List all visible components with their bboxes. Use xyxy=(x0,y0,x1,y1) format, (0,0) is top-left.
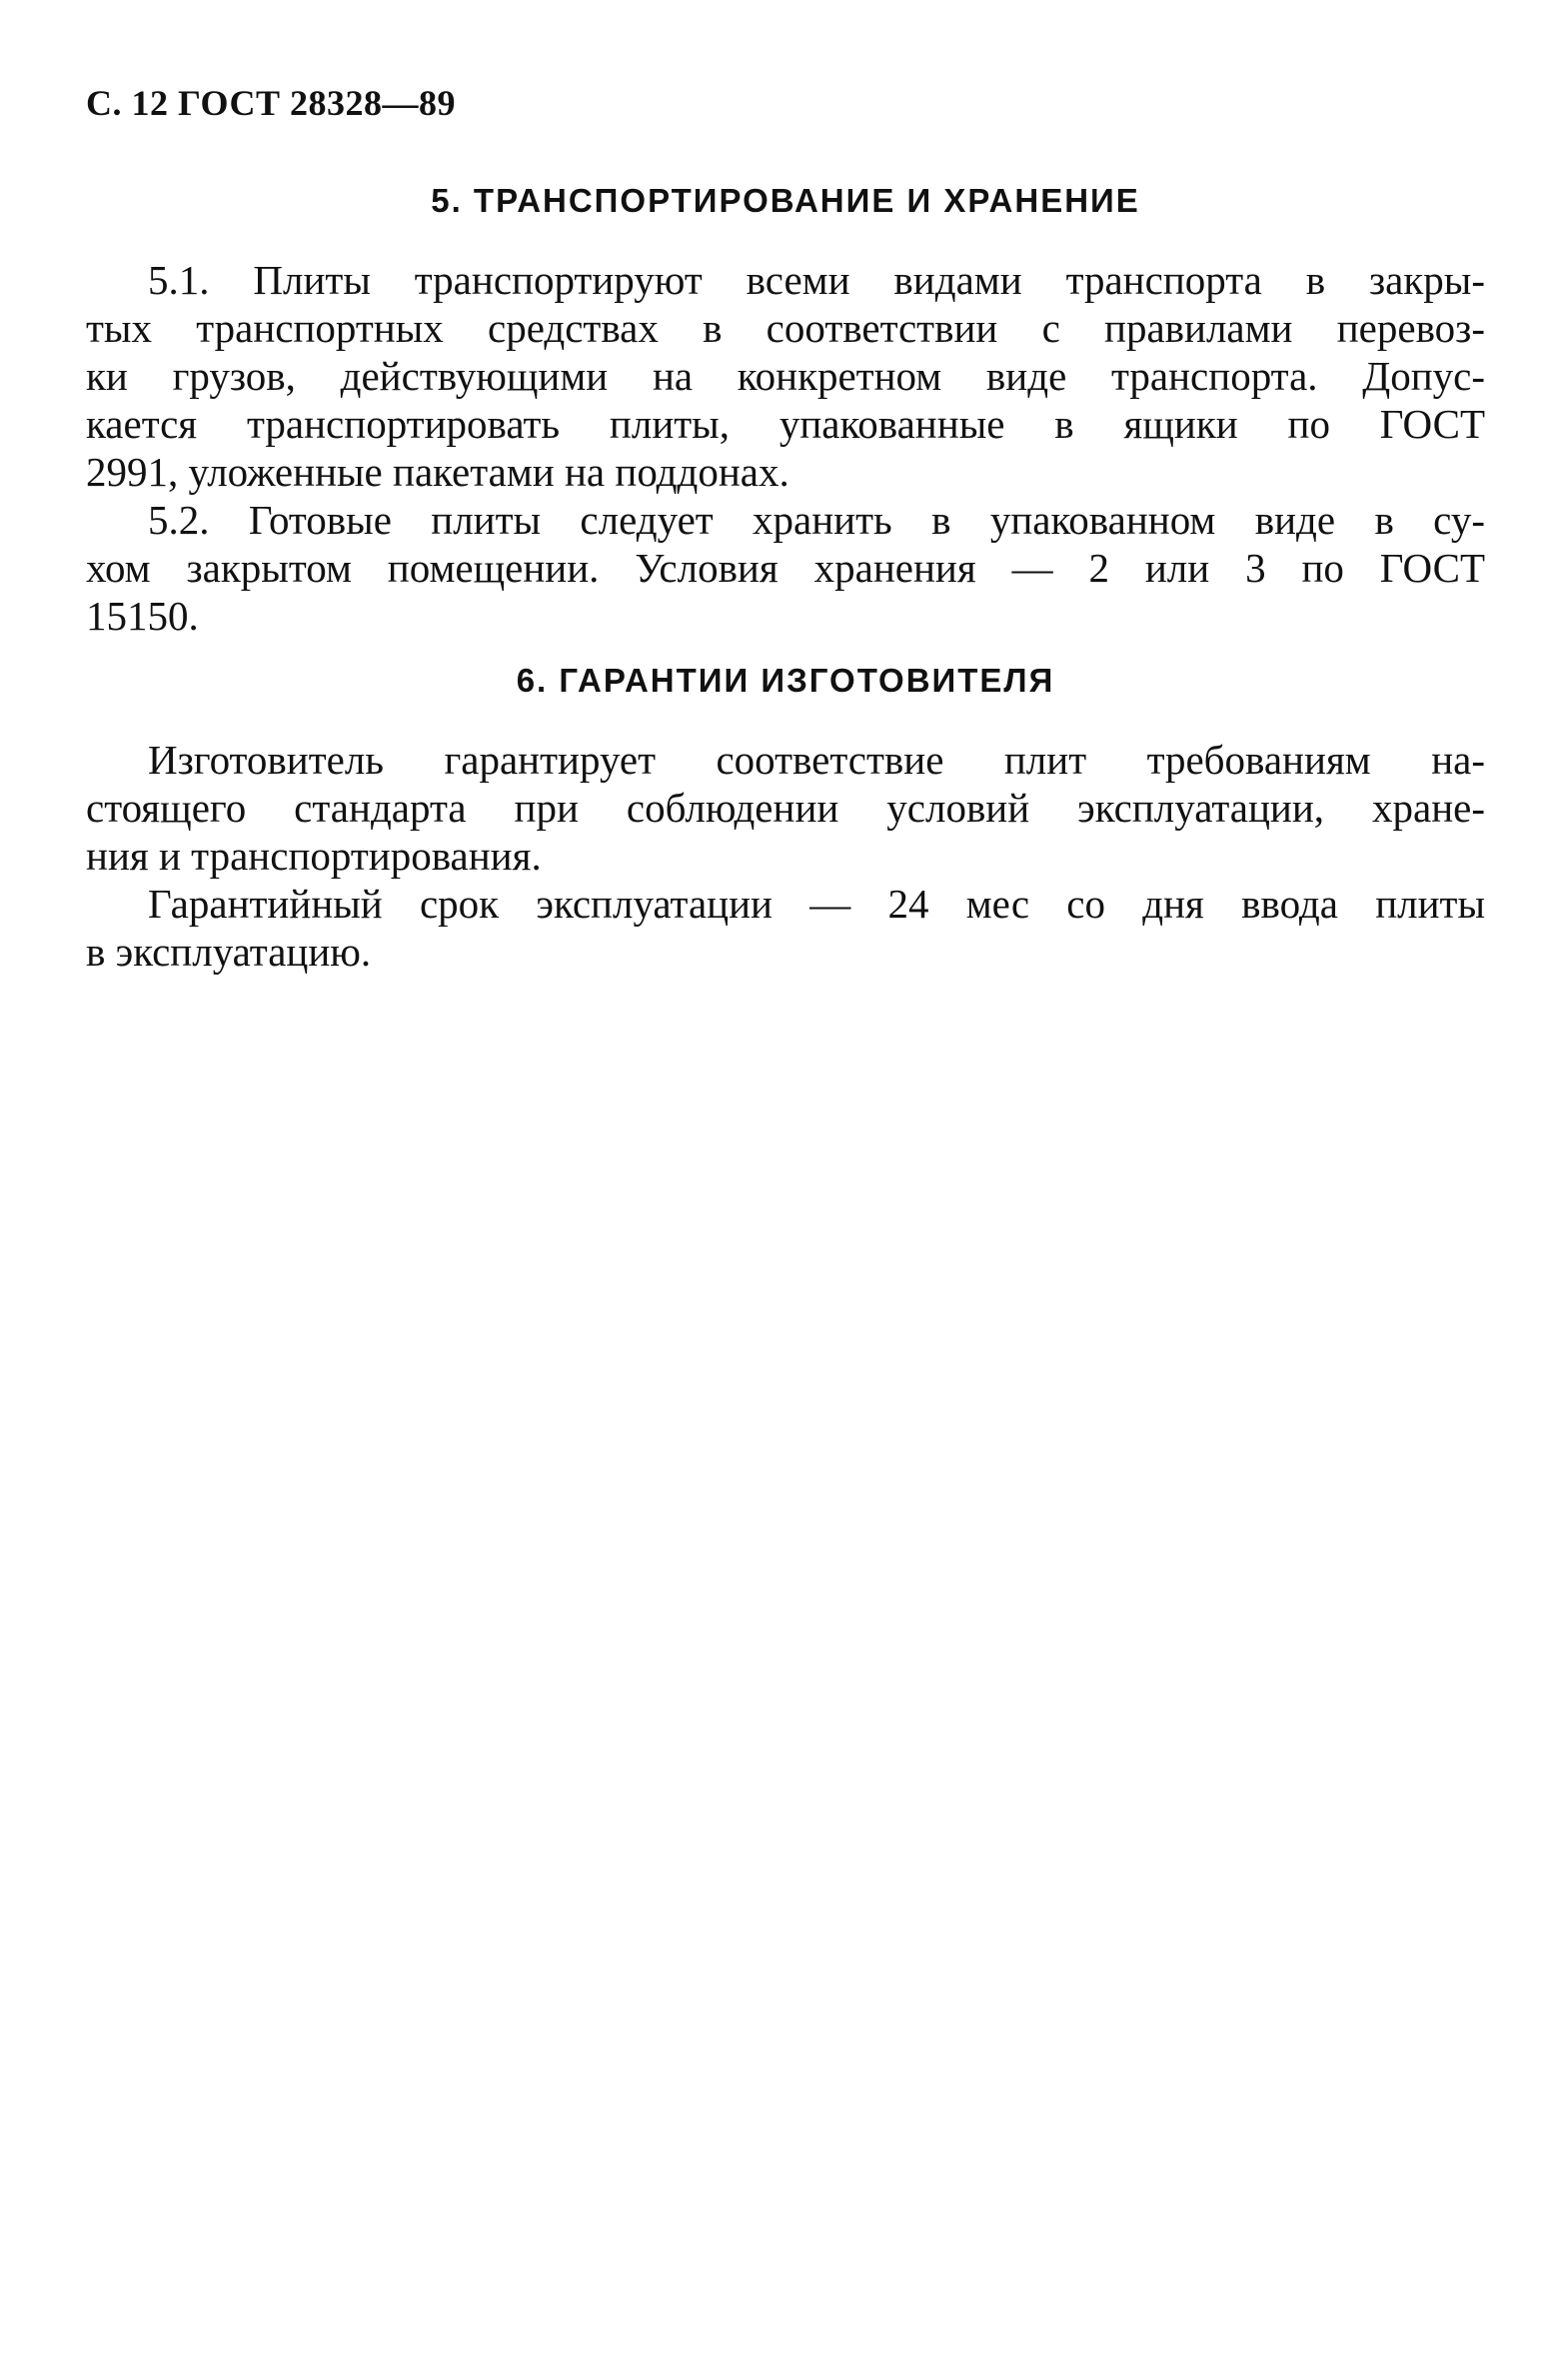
section-6-title: 6. ГАРАНТИИ ИЗГОТОВИТЕЛЯ xyxy=(516,662,1055,699)
section-5-line: 5.2. Готовые плиты следует хранить в упакованном виде в су- xyxy=(148,497,1485,543)
section-5-line: 5.1. Плиты транспортируют всеми видами транспорта в закры- xyxy=(148,257,1485,303)
section-6-line: в эксплуатацию. xyxy=(86,929,372,975)
section-6-line: ния и транспортирования. xyxy=(86,833,542,879)
section-5-line: кается транспортировать плиты, упакованные в ящики по ГОСТ xyxy=(86,401,1485,447)
section-5-line: 15150. xyxy=(86,593,199,639)
running-head: С. 12 ГОСТ 28328—89 xyxy=(86,83,456,123)
section-5-title: 5. ТРАНСПОРТИРОВАНИЕ И ХРАНЕНИЕ xyxy=(431,182,1140,219)
section-6-line: стоящего стандарта при соблюдении условий эксплуатации, хране- xyxy=(86,785,1485,831)
section-6-line: Гарантийный срок эксплуатации — 24 мес со дня ввода плиты xyxy=(148,881,1485,927)
section-5-line: ки грузов, действующими на конкретном виде транспорта. Допус- xyxy=(86,353,1485,399)
section-5-line: хом закрытом помещении. Условия хранения — 2 или 3 по ГОСТ xyxy=(86,545,1485,591)
section-6-line: Изготовитель гарантирует соответствие плит требованиям на- xyxy=(148,737,1485,783)
section-5-line: тых транспортных средствах в соответствии с правилами перевоз- xyxy=(86,305,1485,351)
section-5-line: 2991, уложенные пакетами на поддонах. xyxy=(86,449,789,495)
